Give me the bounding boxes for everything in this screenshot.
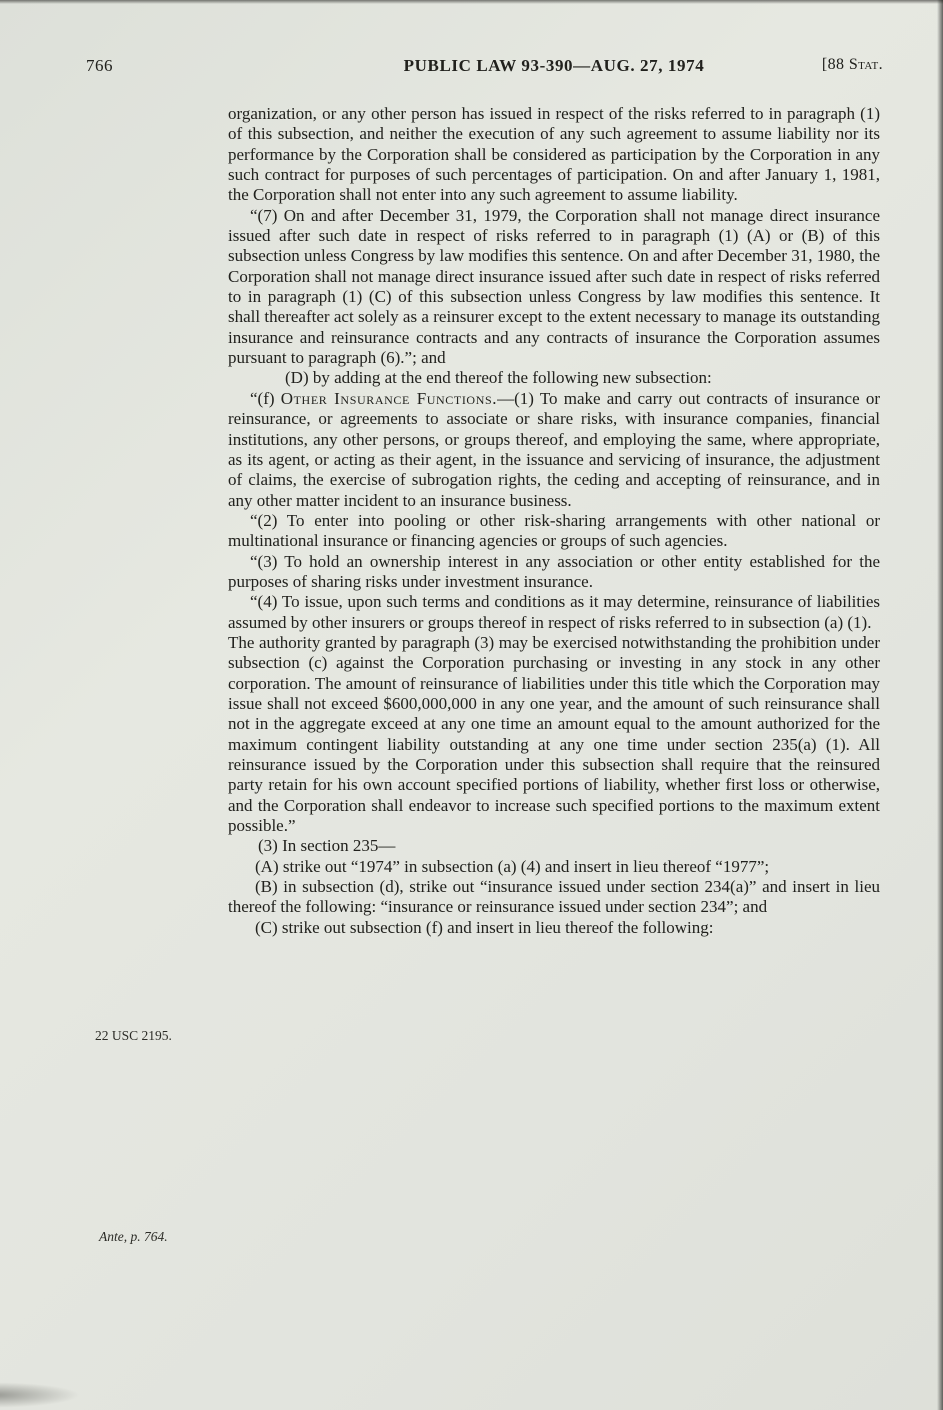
- paragraph-4-prefix: “(f): [250, 388, 281, 408]
- page-top-edge-shadow: [0, 0, 943, 4]
- paragraph-3: (D) by adding at the end thereof the following new subsection:: [285, 368, 712, 388]
- paragraph-2: “(7) On and after December 31, 1979, the Corporation shall not manage direct insurance issued after such date in respect of risks referred to in paragraph (1) (A) or (B) of this subsection unless Congress by law modifies this sentence. On and after December 31, 1980, the Corporation shall not manage direct insurance issued after such date in respect of risks referred to in paragraph (1) (C) of this subsection unless Congress by law modifies this sentence. It shall thereafter act solely as a reinsurer except to the extent necessary to manage its outstanding insurance and reinsurance contracts and any contracts of insurance the Corporation assumes pursuant to paragraph (6).”; and: [228, 205, 880, 368]
- paragraph-8: The authority granted by paragraph (3) may be exercised notwithstanding the prohibition under subsection (c) against the Corporation purchasing or investing in any stock in any other corporation. The amount of reinsurance of liabilities under this title which the Corporation may issue shall not exceed $600,000,000 in any one year, and the amount of such reinsurance shall not in the aggregate exceed at any one time an amount equal to the amount authorized for the maximum contingent liability outstanding at any one time under section 235(a) (1). All reinsurance issued by the Corporation under this subsection shall require that the reinsured party retain for his own account specified portions of liability, whether first loss or otherwise, and the Corporation shall endeavor to increase such specified portions to the maximum extent possible.”: [228, 632, 880, 836]
- paragraph-4-body: —(1) To make and carry out contracts of insurance or reinsurance, or agreements to associate or share risks, with insurance companies, financial institutions, any other persons, or groups thereof, and employing the same, where appropriate, as its agent, or acting as their agent, in the issuance and servicing of insurance, the adjustment of claims, the exercise of subrogation rights, the ceding and accepting of reinsurance, and in any other matter incident to an insurance business.: [228, 388, 881, 510]
- paragraph-12: (C) strike out subsection (f) and insert in lieu thereof the following:: [255, 917, 714, 937]
- statutes-volume-label: [88 Stat.: [821, 56, 883, 73]
- paragraph-7: “(4) To issue, upon such terms and conditions as it may determine, reinsurance of liabilities assumed by other insurers or groups thereof in respect of risks referred to in subsection (a) (1).: [228, 592, 880, 632]
- paragraph-11: (B) in subsection (d), strike out “insurance issued under section 234(a)” and insert in lieu thereof the following: “insurance or reinsurance issued under section 234”; and: [228, 877, 880, 917]
- page-number: 766: [86, 56, 113, 75]
- paragraph-10: (A) strike out “1974” in subsection (a) (4) and insert in lieu thereof “1977”;: [255, 856, 770, 876]
- running-header-title: PUBLIC LAW 93-390—AUG. 27, 1974: [403, 56, 705, 75]
- paragraph-1: organization, or any other person has issued in respect of the risks referred to in paragraph (1) of this subsection, and neither the execution of any such agreement to assume liability nor its performance by the Corporation shall be considered as participation by the Corporation in any such contract for purposes of such percentages of participation. On and after January 1, 1981, the Corporation shall not enter into any such agreement to assume liability.: [228, 104, 880, 205]
- statute-body-text: [228, 104, 880, 938]
- paragraph-4-heading: Other Insurance Functions.: [280, 388, 498, 408]
- paragraph-9: (3) In section 235—: [258, 836, 396, 856]
- paragraph-4: [228, 389, 880, 511]
- margin-note-ante-reference: Ante, p. 764.: [99, 1229, 168, 1244]
- page-corner-shadow: [0, 1382, 80, 1408]
- paragraph-5: “(2) To enter into pooling or other risk-sharing arrangements with other national or multinational insurance or financing agencies or groups of such agencies.: [228, 510, 880, 551]
- page-right-edge-shadow: [937, 0, 943, 1410]
- margin-note-usc-citation: 22 USC 2195.: [95, 1028, 172, 1043]
- paragraph-6: “(3) To hold an ownership interest in any association or other entity established for the purposes of sharing risks under investment insurance.: [228, 551, 880, 591]
